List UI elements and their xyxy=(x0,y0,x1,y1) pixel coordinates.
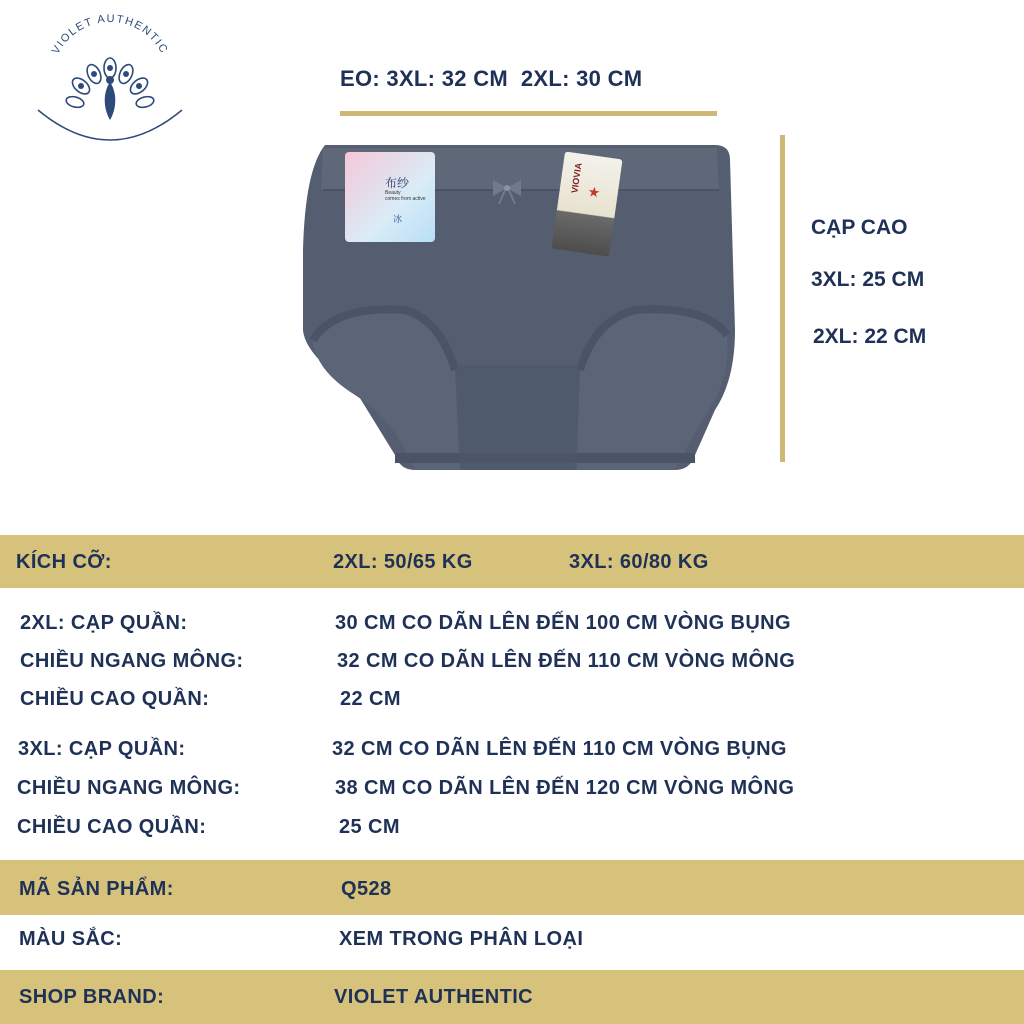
product-code-value: Q528 xyxy=(341,878,392,900)
rise-2xl: 2XL: 22 CM xyxy=(813,325,927,348)
size-label: KÍCH CỠ: xyxy=(16,551,112,573)
color-label: MÀU SẮC: xyxy=(19,928,123,950)
product-tag-left xyxy=(345,152,435,242)
brand-logo xyxy=(30,10,190,160)
logo-text: VIOLET AUTHENTIC xyxy=(49,12,171,57)
size-band xyxy=(0,535,1024,588)
rise-title: CẠP CAO xyxy=(811,216,908,239)
tag-line1: Beauty xyxy=(385,190,401,196)
spec-3xl-waist-label: 3XL: CẠP QUẦN: xyxy=(18,738,186,760)
spec-2xl-hip-value: 32 CM CO DÃN LÊN ĐẾN 110 CM VÒNG MÔNG xyxy=(337,650,796,672)
waist-measure-line xyxy=(340,111,717,116)
color-value: XEM TRONG PHÂN LOẠI xyxy=(339,928,584,950)
spec-2xl-height-label: CHIỀU CAO QUẦN: xyxy=(20,688,210,710)
tag-star-icon: ★ xyxy=(586,183,602,201)
tag-right-brand: VIOVIA xyxy=(569,162,584,194)
size-3xl: 3XL: 60/80 KG xyxy=(569,551,709,573)
spec-2xl-hip-label: CHIỀU NGANG MÔNG: xyxy=(20,650,244,672)
spec-3xl-hip-label: CHIỀU NGANG MÔNG: xyxy=(17,777,241,799)
svg-text:VIOLET AUTHENTIC xyxy=(50,13,170,56)
spec-3xl-hip-value: 38 CM CO DÃN LÊN ĐẾN 120 CM VÒNG MÔNG xyxy=(335,777,795,799)
rise-measure-line xyxy=(780,135,785,462)
peacock-logo-icon xyxy=(30,10,190,160)
spec-3xl-waist-value: 32 CM CO DÃN LÊN ĐẾN 110 CM VÒNG BỤNG xyxy=(332,738,787,760)
spec-2xl-waist-label: 2XL: CẠP QUẦN: xyxy=(20,612,188,634)
spec-2xl-waist-value: 30 CM CO DÃN LÊN ĐẾN 100 CM VÒNG BỤNG xyxy=(335,612,791,634)
spec-3xl-height-label: CHIỀU CAO QUẦN: xyxy=(17,816,207,838)
shop-brand-value: VIOLET AUTHENTIC xyxy=(334,986,533,1008)
spec-3xl-height-value: 25 CM xyxy=(339,816,400,838)
spec-2xl-height-value: 22 CM xyxy=(340,688,401,710)
tag-mark: 冰 xyxy=(393,214,403,224)
tag-brand: 布纱 xyxy=(385,176,410,190)
shop-brand-label: SHOP BRAND: xyxy=(19,986,165,1008)
rise-3xl: 3XL: 25 CM xyxy=(811,268,925,291)
waist-measurement: EO: 3XL: 32 CM 2XL: 30 CM xyxy=(340,66,643,91)
product-code-label: MÃ SẢN PHẨM: xyxy=(19,878,174,900)
tag-line2: comes from active xyxy=(385,196,426,202)
size-2xl: 2XL: 50/65 KG xyxy=(333,551,473,573)
